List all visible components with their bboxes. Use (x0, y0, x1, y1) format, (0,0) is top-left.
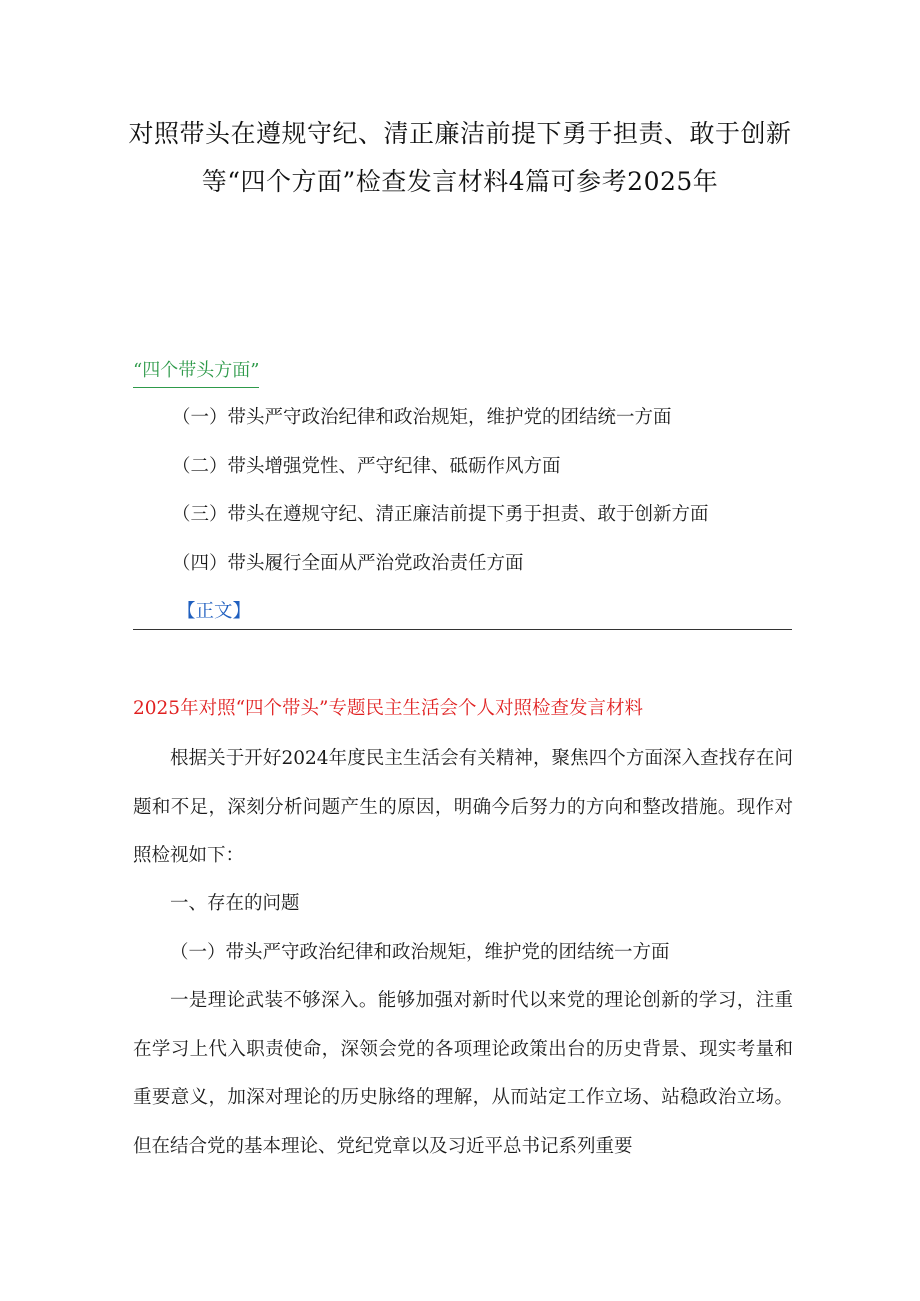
subheading: （一）带头严守政治纪律和政治规矩，维护党的团结统一方面 (170, 942, 670, 963)
toc-item[interactable]: （一）带头严守政治纪律和政治规矩，维护党的团结统一方面 (172, 407, 672, 428)
intro-paragraph: 根据关于开好2024年度民主生活会有关精神，聚焦四个方面深入查找存在问题和不足，深刻分析问题产生的原因，明确今后努力的方向和整改措施。现作对照检视如下： (133, 748, 793, 866)
toc-list (172, 403, 709, 597)
body-link[interactable]: 【正文】 (177, 601, 252, 622)
divider (133, 629, 792, 630)
toc-heading[interactable]: “四个带头方面” (133, 356, 259, 388)
toc-item[interactable]: （四）带头履行全面从严治党政治责任方面 (172, 552, 524, 574)
toc-item[interactable]: （二）带头增强党性、严守纪律、砥砺作风方面 (172, 455, 561, 477)
body-paragraph: 一是理论武装不够深入。能够加强对新时代以来党的理论创新的学习，注重在学习上代入职责使命，深领会党的各项理论政策出台的历史背景、现实考量和重要意义，加深对理论的历史脉络的理解，从而站定工作立场、站稳政治立场。但在结合党的基本理论、党纪党章以及习近平总书记系列重要 (133, 990, 793, 1157)
heading-level-1: 一、存在的问题 (170, 893, 300, 914)
toc-item[interactable]: （三）带头在遵规守纪、清正廉洁前提下勇于担责、敢于创新方面 (172, 504, 709, 525)
document-title: 对照带头在遵规守纪、清正廉洁前提下勇于担责、敢于创新等“四个方面”检查发言材料4篇可参考2025年 (128, 119, 792, 196)
section-title: 2025年对照“四个带头”专题民主生活会个人对照检查发言材料 (133, 698, 643, 719)
